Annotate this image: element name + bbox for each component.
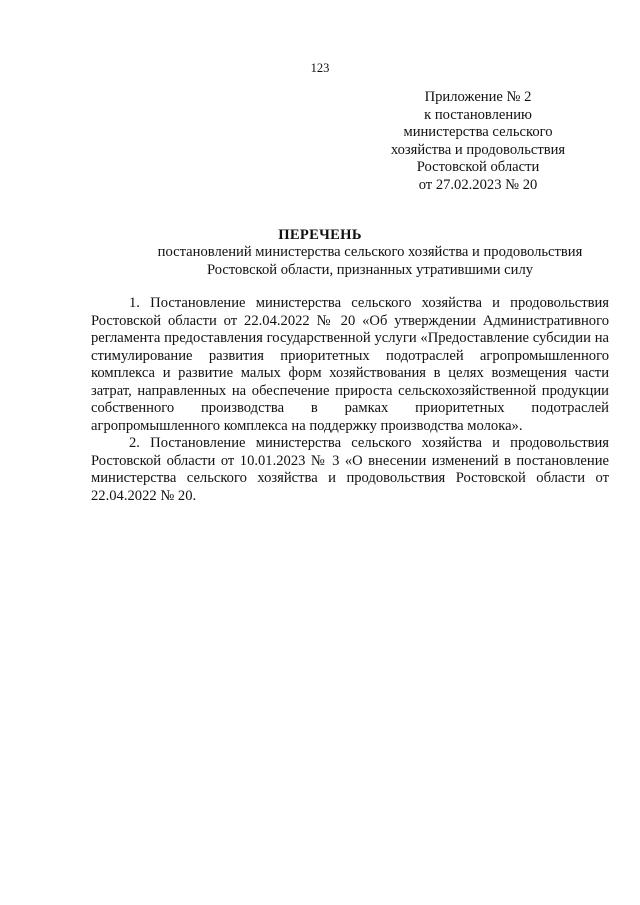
document-subtitle [110, 244, 630, 279]
list-item: 1. Постановление министерства сельского хозяйства и продовольствия Ростовской области от 22.04.2022 № 20 «Об утверждении Административного регламента предоставления государственной услуги «Предоставление субсидии на стимулирование развития приоритетных подотраслей агропромышленного комплекса и развитие малых форм хозяйствования в целях возмещения части затрат, направленных на обеспечение прироста сельскохозяйственной продукции собственного производства в рамках приоритетных подотраслей агропромышленного комплекса на поддержку производства молока». [91, 295, 609, 434]
appendix-line: Приложение № 2 [424, 89, 532, 105]
appendix-block [363, 89, 593, 195]
appendix-line: от 27.02.2023 № 20 [418, 176, 538, 193]
appendix-line: хозяйства и продовольствия [390, 141, 566, 158]
list-item: 2. Постановление министерства сельского хозяйства и продовольствия Ростовской области от 10.01.2023 № 3 «О внесении изменений в постановление министерства сельского хозяйства и продовольствия Ростовской области от 22.04.2022 № 20. [91, 435, 609, 504]
appendix-line: Ростовской области [416, 159, 540, 176]
document-body [91, 295, 609, 505]
appendix-line: к постановлению [424, 106, 532, 123]
appendix-line: министерства сельского [403, 124, 553, 141]
subtitle-line: постановлений министерства сельского хозяйства и продовольствия [157, 244, 583, 260]
page-number: 123 [310, 61, 330, 75]
document-title: ПЕРЕЧЕНЬ [278, 227, 362, 243]
subtitle-line: Ростовской области, признанных утратившими силу [206, 261, 534, 278]
